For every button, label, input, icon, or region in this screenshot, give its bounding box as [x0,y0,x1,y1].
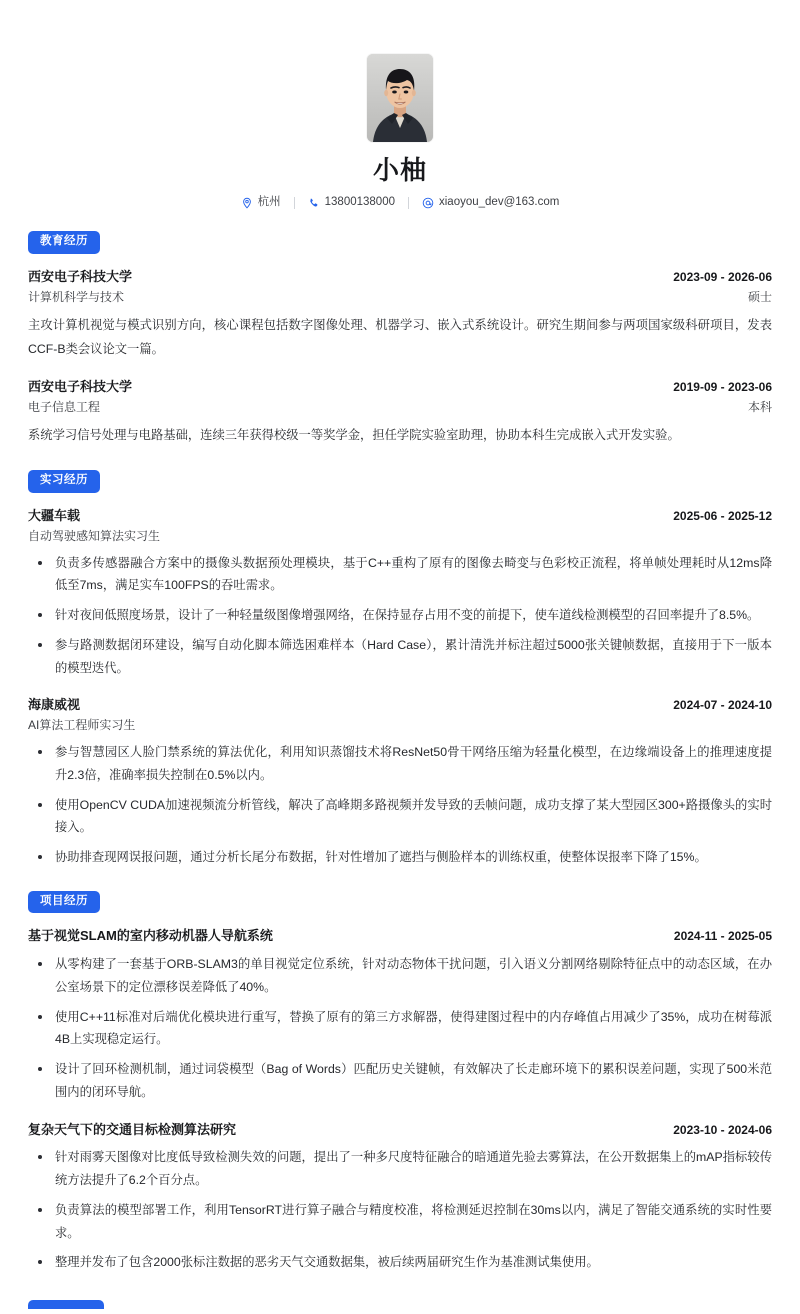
project-entry [28,1121,772,1275]
section-education [28,231,772,448]
entry-title: 复杂天气下的交通目标检测算法研究 [28,1121,237,1137]
entry-title: 海康威视 [28,697,81,713]
entry-bullet-list [28,953,772,1103]
entry-subtitle: 计算机科学与技术 [28,289,125,304]
list-item: 协助排查现网误报问题，通过分析长尾分布数据，针对性增加了遮挡与侧脸样本的训练权重，使整体误报率下降了15%。 [28,846,772,869]
entry-header-row [28,378,772,397]
internship-entry [28,507,772,680]
entry-bullet-list [28,741,772,869]
contact-email-text: xiaoyou_dev@163.com [439,196,560,209]
project-entry [28,927,772,1103]
entry-title: 西安电子科技大学 [28,379,133,395]
entry-header-row [28,507,772,526]
entry-subtitle: 电子信息工程 [28,400,101,415]
education-entry [28,268,772,362]
list-item: 参与路测数据闭环建设，编写自动化脚本筛选困难样本（Hard Case），累计清洗并标注超过5000张关键帧数据，直接用于下一版本的模型迭代。 [28,634,772,679]
contact-email [409,197,572,209]
entry-title: 基于视觉SLAM的室内移动机器人导航系统 [28,928,273,944]
avatar [367,54,433,142]
list-item: 使用C++11标准对后端优化模块进行重写，替换了原有的第三方求解器，使得建图过程中的内存峰值占用减少了35%，成功在树莓派4B上实现稳定运行。 [28,1006,772,1051]
entry-bullet-list [28,552,772,680]
entry-date: 2019-09 - 2023-06 [673,380,772,395]
entry-subtitle: 自动驾驶感知算法实习生 [28,528,161,543]
entry-title: 大疆车载 [28,507,81,523]
list-item: 参与智慧园区人脸门禁系统的算法优化，利用知识蒸馏技术将ResNet50骨干网络压缩为轻量化模型，在边缘端设备上的推理速度提升2.3倍，准确率损失控制在0.5%以内。 [28,741,772,786]
section-internship [28,470,772,869]
section-badge-projects: 项目经历 [28,891,100,914]
entry-degree: 本科 [747,400,772,415]
entry-sub-row [28,287,772,306]
contact-location-text: 杭州 [257,196,281,209]
list-item: 针对雨雾天图像对比度低导致检测失效的问题，提出了一种多尺度特征融合的暗通道先验去雾算法，在公开数据集上的mAP指标较传统方法提升了6.2个百分点。 [28,1146,772,1191]
list-item: 整理并发布了包含2000张标注数据的恶劣天气交通数据集，被后续两届研究生作为基准测试集使用。 [28,1251,772,1274]
entry-date: 2024-11 - 2025-05 [673,929,772,944]
list-item: 设计了回环检测机制，通过词袋模型（Bag of Words）匹配历史关键帧，有效解决了长走廊环境下的累积误差问题，实现了500米范围内的闭环导航。 [28,1058,772,1103]
phone-icon [308,197,320,209]
resume-header [28,0,772,209]
entry-description: 系统学习信号处理与电路基础，连续三年获得校级一等奖学金，担任学院实验室助理，协助本科生完成嵌入式开发实验。 [28,428,680,443]
entry-subtitle: AI算法工程师实习生 [28,718,136,733]
profile-photo-icon [367,54,433,142]
location-icon [241,197,253,209]
section-badge-education: 教育经历 [28,231,100,254]
entry-degree: 硕士 [747,289,772,304]
entry-sub-row [28,397,772,416]
list-item: 负责多传感器融合方案中的摄像头数据预处理模块，基于C++重构了原有的图像去畸变与色彩校正流程，将单帧处理耗时从12ms降低至7ms，满足实车100FPS的吞吐需求。 [28,552,772,597]
section-badge-internship: 实习经历 [28,470,100,493]
entry-header-row [28,927,772,946]
contact-list [28,197,772,209]
email-icon [422,197,434,209]
entry-date: 2023-09 - 2026-06 [673,269,772,284]
entry-date: 2025-06 - 2025-12 [673,508,772,523]
page-title: 小柚 [372,155,427,185]
education-entry [28,378,772,448]
entry-header-row [28,268,772,287]
contact-phone-text: 13800138000 [324,196,395,209]
entry-bullet-list [28,1146,772,1274]
entry-title: 西安电子科技大学 [28,268,133,284]
contact-location [228,197,294,209]
entry-date: 2024-07 - 2024-10 [673,698,772,713]
entry-date: 2023-10 - 2024-06 [673,1122,772,1137]
next-section-partial [28,1296,772,1314]
contact-phone [295,197,408,209]
internship-entry [28,696,772,869]
list-item: 使用OpenCV CUDA加速视频流分析管线，解决了高峰期多路视频并发导致的丢帧问题，成功支撑了某大型园区300+路摄像头的实时接入。 [28,794,772,839]
section-projects [28,891,772,1274]
entry-description: 主攻计算机视觉与模式识别方向，核心课程包括数字图像处理、机器学习、嵌入式系统设计。研究生期间参与两项国家级科研项目，发表CCF-B类会议论文一篇。 [28,317,772,356]
list-item: 针对夜间低照度场景，设计了一种轻量级图像增强网络，在保持显存占用不变的前提下，使车道线检测模型的召回率提升了8.5%。 [28,604,772,627]
list-item: 负责算法的模型部署工作，利用TensorRT进行算子融合与精度校准，将检测延迟控制在30ms以内，满足了智能交通系统的实时性要求。 [28,1199,772,1244]
list-item: 从零构建了一套基于ORB-SLAM3的单目视觉定位系统，针对动态物体干扰问题，引入语义分割网络剔除特征点中的动态区域，在办公室场景下的定位漂移误差降低了40%。 [28,953,772,998]
entry-header-row [28,696,772,715]
section-badge-next-partial [28,1300,104,1309]
